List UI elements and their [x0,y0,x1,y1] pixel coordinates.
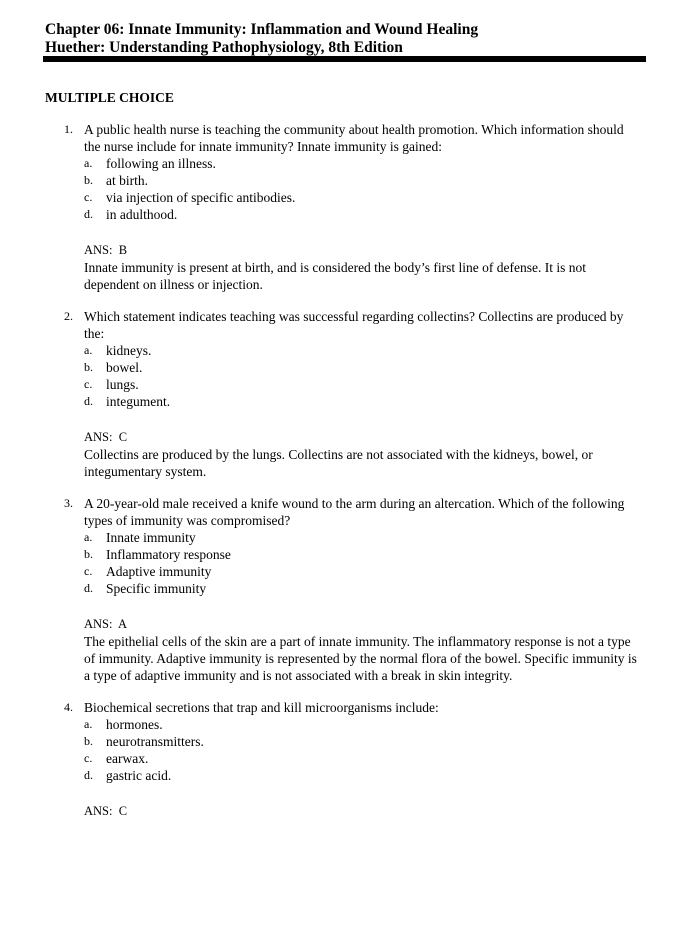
option-letter: c. [84,377,93,391]
answer-label: ANS: C [84,430,128,444]
question-1 [0,121,696,293]
option-text: Inflammatory response [106,547,231,562]
option-text: neurotransmitters. [106,734,204,749]
option-c [84,563,696,580]
option-a [84,155,696,172]
answer-label: ANS: C [84,804,128,818]
option-text: earwax. [106,751,149,766]
option-letter: c. [84,751,93,765]
option-letter: d. [84,207,93,221]
option-d [84,393,696,410]
option-b [84,546,696,563]
answer-key [84,615,696,633]
answer-label: ANS: A [84,617,128,631]
option-letter: b. [84,360,93,374]
option-text: at birth. [106,173,148,188]
question-2 [0,308,696,480]
option-letter: c. [84,190,93,204]
question-4 [0,699,696,820]
header-divider [43,56,646,62]
answer-options [84,342,696,410]
option-text: in adulthood. [106,207,178,222]
option-text: kidneys. [106,343,152,358]
answer-rationale: Innate immunity is present at birth, and is considered the body’s first line of defense. It is not dependent on illness or injection. [84,260,587,292]
question-text: A 20-year-old male received a knife wound to the arm during an altercation. Which of the following types of immunity was compromised? [84,496,625,528]
answer-key [84,802,696,820]
option-text: Specific immunity [106,581,207,596]
book-title: Huether: Understanding Pathophysiology, 8th Edition [45,39,403,56]
option-letter: d. [84,581,93,595]
question-number: 3. [64,496,73,510]
question-text: A public health nurse is teaching the community about health promotion. Which information should the nurse include for innate immunity? Innate immunity is gained: [84,122,624,154]
option-text: bowel. [106,360,143,375]
option-c [84,750,696,767]
option-text: Adaptive immunity [106,564,212,579]
option-c [84,189,696,206]
option-text: gastric acid. [106,768,172,783]
question-3 [0,495,696,684]
option-d [84,767,696,784]
option-a [84,529,696,546]
answer-key [84,428,696,446]
option-text: Innate immunity [106,530,196,545]
question-number: 2. [64,309,73,323]
option-text: via injection of specific antibodies. [106,190,296,205]
option-letter: b. [84,734,93,748]
option-letter: a. [84,717,93,731]
section-title: MULTIPLE CHOICE [45,90,174,105]
question-list [0,121,696,820]
option-b [84,733,696,750]
document-header [45,21,645,57]
answer-rationale: Collectins are produced by the lungs. Collectins are not associated with the kidneys, bowel, or integumentary system. [84,447,593,479]
chapter-title: Chapter 06: Innate Immunity: Inflammation and Wound Healing [45,21,479,38]
answer-label: ANS: B [84,243,128,257]
option-letter: a. [84,156,93,170]
answer-options [84,716,696,784]
option-c [84,376,696,393]
option-letter: d. [84,394,93,408]
answer-rationale: The epithelial cells of the skin are a part of innate immunity. The inflammatory response is not a type of immunity. Adaptive immunity is represented by the normal flora of the bowel. Specific immunity is a type of adaptive immunity and is not associated with a break in skin integrity. [84,634,637,683]
question-number: 4. [64,700,73,714]
option-letter: a. [84,343,93,357]
question-number: 1. [64,122,73,136]
option-b [84,172,696,189]
option-d [84,580,696,597]
question-text: Biochemical secretions that trap and kill microorganisms include: [84,700,439,715]
option-letter: b. [84,547,93,561]
option-letter: d. [84,768,93,782]
option-text: hormones. [106,717,163,732]
option-d [84,206,696,223]
option-a [84,342,696,359]
option-text: following an illness. [106,156,216,171]
option-a [84,716,696,733]
answer-options [84,529,696,597]
answer-key [84,241,696,259]
option-letter: c. [84,564,93,578]
option-letter: b. [84,173,93,187]
option-letter: a. [84,530,93,544]
option-text: integument. [106,394,171,409]
answer-options [84,155,696,223]
option-b [84,359,696,376]
option-text: lungs. [106,377,139,392]
question-text: Which statement indicates teaching was successful regarding collectins? Collectins are produced by the: [84,309,624,341]
